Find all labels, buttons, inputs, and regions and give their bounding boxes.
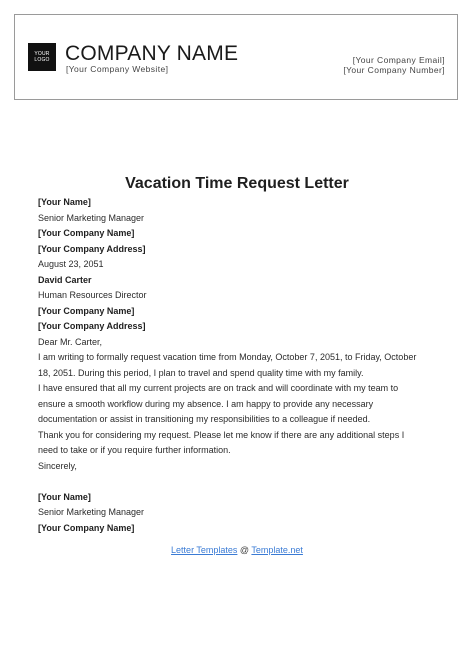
- paragraph-line: I have ensured that all my current projects are on track and will coordinate with my team to: [38, 383, 399, 393]
- footer: [0, 545, 474, 555]
- footer-separator: @: [237, 545, 252, 555]
- spacer: [38, 474, 438, 490]
- closing: Sincerely,: [38, 460, 77, 471]
- logo-text-line1: YOUR: [34, 51, 50, 57]
- signature-position: Senior Marketing Manager: [38, 507, 145, 517]
- company-website: [Your Company Website]: [66, 64, 169, 74]
- paragraph-line: Thank you for considering my request. Please let me know if there are any additional steps I: [38, 429, 405, 440]
- template-net-link[interactable]: Template.net: [251, 545, 303, 555]
- letter-date: August 23, 2051: [38, 259, 104, 269]
- recipient-position: Human Resources Director: [38, 290, 147, 300]
- recipient-company: [Your Company Name]: [38, 305, 135, 316]
- paragraph-line: I am writing to formally request vacation time from Monday, October 7, 2051, to Friday, October: [38, 352, 417, 362]
- paragraph-line: documentation or assist in transitioning my responsibilities to a colleague if needed.: [38, 414, 371, 424]
- company-name: COMPANY NAME: [65, 42, 239, 65]
- company-number: [Your Company Number]: [343, 65, 445, 75]
- sender-name: [Your Name]: [38, 197, 91, 207]
- company-contact: [343, 55, 445, 75]
- company-logo: [28, 43, 56, 71]
- logo-text-line2: LOGO: [34, 57, 50, 63]
- paragraph-line: 18, 2051. During this period, I plan to travel and spend quality time with my family.: [38, 367, 364, 378]
- paragraph-line: ensure a smooth workflow during my absence. I am happy to provide any necessary: [38, 398, 374, 409]
- signature-company: [Your Company Name]: [38, 522, 135, 533]
- letterhead: [14, 14, 458, 100]
- paragraph-line: need to take or if you require further information.: [38, 445, 231, 455]
- salutation: Dear Mr. Carter,: [38, 336, 103, 347]
- sender-company: [Your Company Name]: [38, 228, 135, 238]
- company-email: [Your Company Email]: [352, 55, 445, 65]
- letter-body: [38, 195, 438, 536]
- letter-title: Vacation Time Request Letter: [125, 175, 349, 192]
- recipient-address: [Your Company Address]: [38, 321, 146, 331]
- letter-templates-link[interactable]: Letter Templates: [171, 545, 238, 555]
- signature-name: [Your Name]: [38, 491, 91, 502]
- sender-position: Senior Marketing Manager: [38, 212, 145, 223]
- sender-address: [Your Company Address]: [38, 243, 146, 254]
- recipient-name: David Carter: [38, 274, 92, 285]
